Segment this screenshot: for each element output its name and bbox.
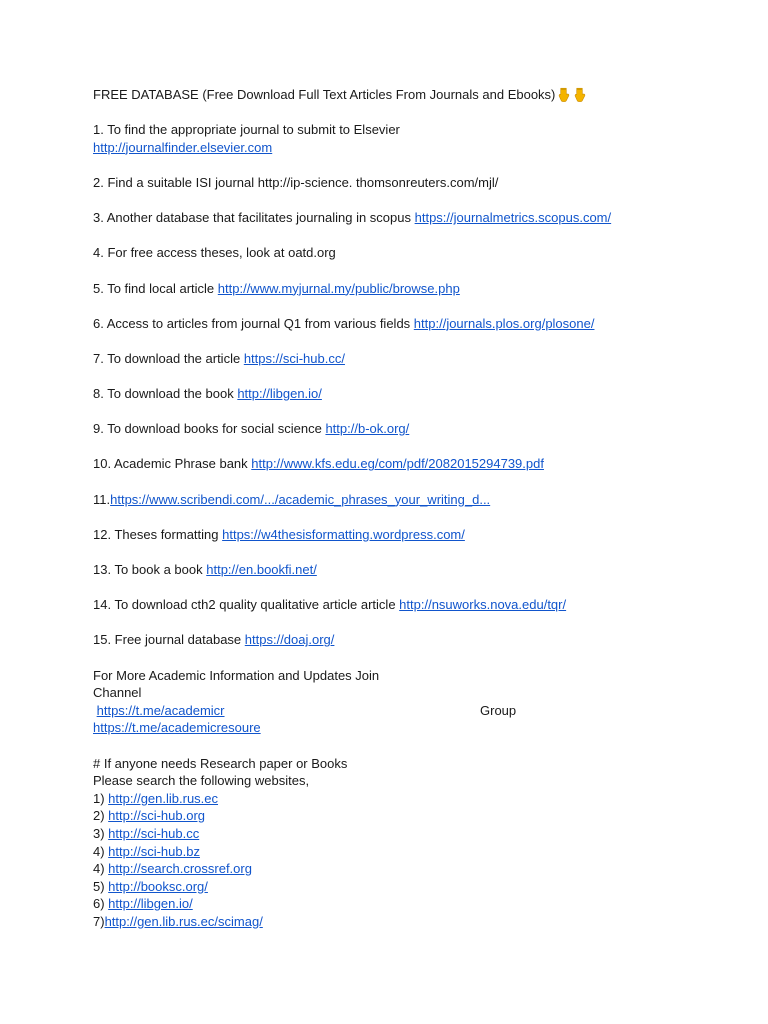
list-item-link[interactable]: https://w4thesisformatting.wordpress.com/ [222, 526, 465, 542]
list-item-text: 5. To find local article [93, 280, 218, 296]
site-link[interactable]: http://libgen.io/ [108, 896, 193, 912]
pointing-down-hand-icon [556, 87, 571, 102]
list-item-14 [93, 596, 733, 614]
site-link[interactable]: http://gen.lib.rus.ec [108, 790, 219, 806]
list-item-11 [93, 491, 733, 509]
list-item-text: 9. To download books for social science [93, 421, 326, 437]
site-item [93, 843, 733, 861]
channel-row [93, 702, 733, 720]
site-item [93, 807, 733, 825]
list-item-3 [93, 209, 733, 227]
list-item-text: 3. Another database that facilitates journaling in scopus [93, 210, 415, 226]
site-number: 6) [93, 896, 109, 912]
list-item-7 [93, 350, 733, 368]
pointing-down-hand-icon [572, 87, 587, 102]
site-link[interactable]: http://gen.lib.rus.ec/scimag/ [104, 913, 263, 929]
list-item-text: 10. Academic Phrase bank [93, 456, 252, 472]
list-item-9 [93, 420, 733, 438]
site-item [93, 913, 733, 931]
list-item-text: 12. Theses formatting [93, 526, 223, 542]
research-heading: # If anyone needs Research paper or Books [93, 755, 348, 771]
list-item-8 [93, 385, 733, 403]
list-item-link[interactable]: http://journals.plos.org/plosone/ [413, 315, 595, 331]
list-item-12 [93, 526, 733, 544]
site-item [93, 825, 733, 843]
list-item-text: 1. To find the appropriate journal to submit to Elsevier [93, 122, 400, 138]
list-item-4 [93, 244, 733, 262]
list-item-link[interactable]: https://journalmetrics.scopus.com/ [414, 210, 612, 226]
list-item-10 [93, 455, 733, 473]
list-item-link[interactable]: http://www.kfs.edu.eg/com/pdf/2082015294739.pdf [251, 456, 544, 472]
site-number: 2) [93, 808, 109, 824]
list-item-15 [93, 631, 733, 649]
list-item-13 [93, 561, 733, 579]
research-subheading: Please search the following websites, [93, 773, 310, 789]
list-item-link[interactable]: http://www.myjurnal.my/public/browse.php [217, 280, 460, 296]
list-item-link[interactable]: http://en.bookfi.net/ [206, 562, 317, 578]
list-item-link[interactable]: https://doaj.org/ [244, 632, 335, 648]
list-item-link[interactable]: http://libgen.io/ [237, 386, 322, 402]
site-number: 1) [93, 790, 109, 806]
channel-label: Channel [93, 685, 142, 701]
list-item-text: 4. For free access theses, look at oatd.org [93, 245, 336, 261]
list-item-link[interactable]: https://www.scribendi.com/.../academic_phrases_your_writing_d... [110, 491, 491, 507]
list-item-text: 2. Find a suitable ISI journal http://ip-science. thomsonreuters.com/mjl/ [93, 174, 499, 190]
site-number: 5) [93, 878, 109, 894]
list-item-link[interactable]: http://journalfinder.elsevier.com [93, 139, 273, 155]
list-item-text: 8. To download the book [93, 386, 238, 402]
list-item-link[interactable]: https://sci-hub.cc/ [243, 350, 345, 366]
site-link[interactable]: http://search.crossref.org [108, 861, 252, 877]
site-item [93, 790, 733, 808]
site-item [93, 895, 733, 913]
site-link[interactable]: http://booksc.org/ [108, 878, 208, 894]
site-number: 4) [93, 843, 109, 859]
document-title [93, 86, 733, 104]
list-item-1 [93, 121, 733, 139]
site-link[interactable]: http://sci-hub.bz [108, 843, 200, 859]
list-item-text: 6. Access to articles from journal Q1 from various fields [93, 315, 414, 331]
document-page [93, 86, 733, 931]
list-item-link[interactable]: http://b-ok.org/ [325, 421, 410, 437]
list-item-text: 7. To download the article [93, 350, 244, 366]
title-text: FREE DATABASE (Free Download Full Text Articles From Journals and Ebooks) [93, 87, 556, 102]
site-item [93, 878, 733, 896]
site-link[interactable]: http://sci-hub.cc [108, 825, 200, 841]
list-item-link[interactable]: http://nsuworks.nova.edu/tqr/ [399, 597, 567, 613]
group-link[interactable]: https://t.me/academicresoure [93, 720, 261, 736]
list-item-2 [93, 174, 733, 192]
site-number: 4) [93, 861, 109, 877]
join-heading: For More Academic Information and Updates Join [93, 667, 380, 683]
list-item-5 [93, 280, 733, 298]
list-item-text: 14. To download cth2 quality qualitative article article [93, 597, 400, 613]
list-item-6 [93, 315, 733, 333]
site-number: 7) [93, 913, 105, 929]
group-label: Group [480, 702, 517, 718]
list-item-text: 13. To book a book [93, 562, 207, 578]
list-item-text: 15. Free journal database [93, 632, 245, 648]
site-link[interactable]: http://sci-hub.org [108, 808, 205, 824]
site-number: 3) [93, 825, 109, 841]
channel-link[interactable]: https://t.me/academicr [96, 702, 225, 718]
site-item [93, 860, 733, 878]
list-item-text: 11. [93, 491, 111, 507]
